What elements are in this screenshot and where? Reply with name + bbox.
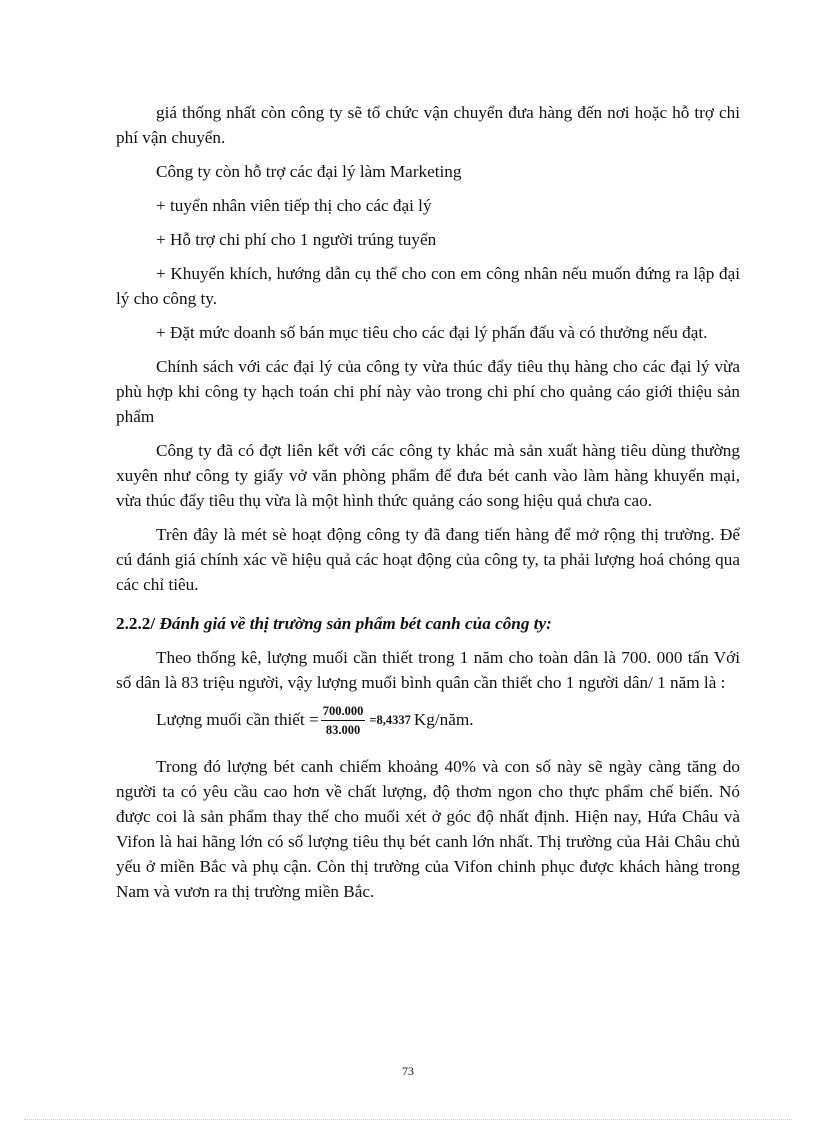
page-number: 73 xyxy=(402,1064,414,1078)
formula-result: =8,4337 xyxy=(369,712,411,727)
list-item-recruit: + tuyển nhân viên tiếp thị cho các đại lý xyxy=(156,196,432,215)
section-title: Đánh giá về thị trường sản phẩm bét canh của công ty: xyxy=(159,614,552,633)
document-body xyxy=(116,100,740,904)
list-item-cost-support: + Hỗ trợ chi phí cho 1 người trúng tuyển xyxy=(156,230,437,249)
paragraph-market: Trong đó lượng bét canh chiếm khoảng 40% và con số này sẽ ngày càng tăng do người ta có yêu cầu cao hơn về chất lượng, độ thơm ngon cho thực phẩm chế biến. Nó được coi là sản phẩm thay thế cho muối xét ở góc độ nhất định. Hiện nay, Hứa Châu và Vifon là hai hãng lớn có số lượng tiêu thụ bét canh lớn nhất. Thị trường của Hải Châu chủ yếu ở miền Bắc và phụ cận. Còn thị trường của Vifon chinh phục được khách hàng trong Nam và vươn ra thị trường miền Bắc. xyxy=(116,757,740,901)
paragraph-marketing-support: Công ty còn hỗ trợ các đại lý làm Marketing xyxy=(156,162,462,181)
list-item-encourage: + Khuyến khích, hướng dẫn cụ thể cho con em công nhân nếu muốn đứng ra lập đại lý cho công ty. xyxy=(116,264,740,308)
formula-unit: Kg/năm. xyxy=(413,710,474,729)
formula-denominator: 83.000 xyxy=(325,722,361,737)
page-bottom-divider xyxy=(24,1119,792,1120)
section-number: 2.2.2/ xyxy=(116,614,156,633)
paragraph-agent-policy: Chính sách với các đại lý của công ty vừa thúc đẩy tiêu thụ hàng cho các đại lý vừa phù hợp khi công ty hạch toán chi phí này vào trong chi phí cho quảng cáo giới thiệu sản phẩm xyxy=(116,357,740,426)
section-heading xyxy=(116,611,740,636)
list-item-sales-target: + Đặt mức doanh số bán mục tiêu cho các đại lý phấn đấu và có thưởng nếu đạt. xyxy=(156,323,708,342)
formula-fraction xyxy=(321,704,366,737)
salt-formula xyxy=(116,695,740,745)
paragraph-statistics: Theo thống kê, lượng muối cần thiết trong 1 năm cho toàn dân là 700. 000 tấn Với số dân là 83 triệu người, vậy lượng muối bình quân cần thiết cho 1 người dân/ 1 năm là : xyxy=(116,648,740,692)
formula-numerator: 700.000 xyxy=(321,704,366,721)
formula-label: Lượng muối cần thiết = xyxy=(156,710,319,729)
paragraph-summary: Trên đây là mét sè hoạt động công ty đã đang tiến hàng để mở rộng thị trường. Để cú đánh giá chính xác về hiệu quả các hoạt động của công ty, ta phải lượng hoá chóng qua các chỉ tiêu. xyxy=(116,525,740,594)
paragraph-transport-support: giá thống nhất còn công ty sẽ tổ chức vận chuyển đưa hàng đến nơi hoặc hỗ trợ chi phí vận chuyển. xyxy=(116,103,740,147)
paragraph-partnership: Công ty đã có đợt liên kết với các công ty khác mà sản xuất hàng tiêu dùng thường xuyên như công ty giấy vở văn phòng phẩm để đưa bét canh vào làm hàng khuyến mại, vừa thúc đẩy tiêu thụ vừa là một hình thức quảng cáo song hiệu quả chưa cao. xyxy=(116,441,740,510)
